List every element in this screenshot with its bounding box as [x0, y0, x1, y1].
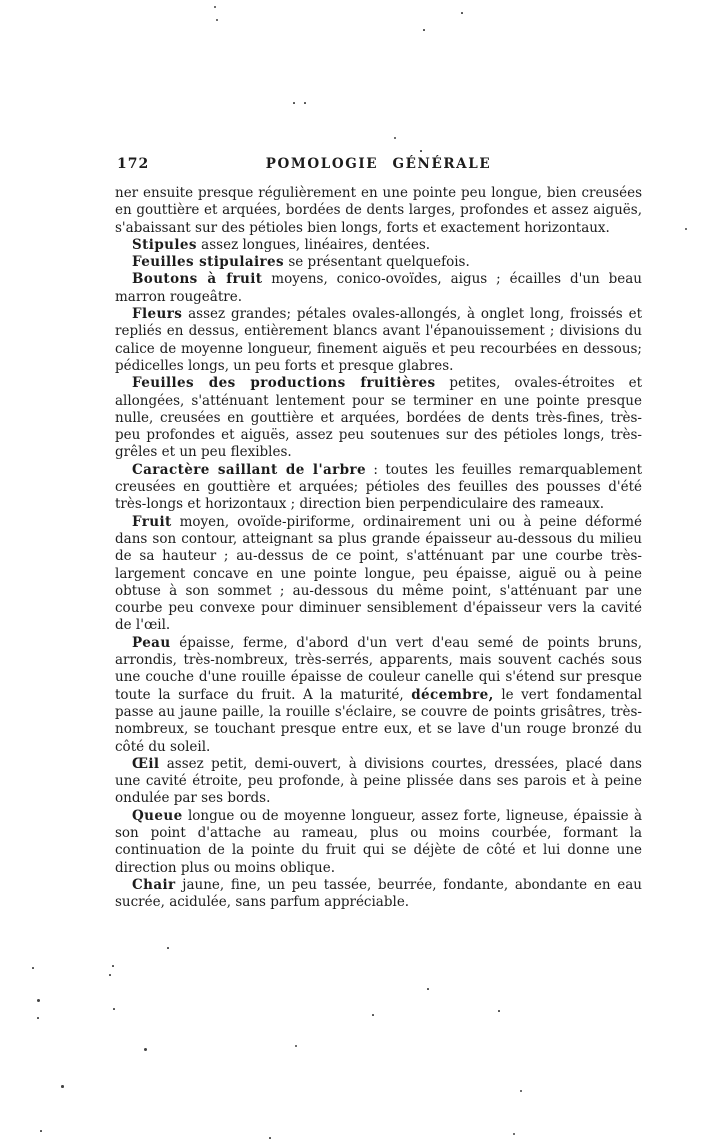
paragraph-lead-word: Feuilles des productions fruitières [132, 375, 436, 392]
scan-speck [61, 1085, 64, 1088]
scan-speck [32, 967, 34, 969]
paragraph-lead-word: décembre, [411, 686, 494, 703]
scan-speck [216, 19, 218, 21]
scan-speck [427, 988, 429, 990]
scan-speck [109, 974, 111, 976]
scan-speck [113, 1008, 115, 1010]
paragraph [115, 462, 642, 514]
paragraph-lead-word: Fleurs [132, 306, 183, 323]
paragraph-text: épaisse, ferme, d'abord d'un vert d'eau semé de points bruns, arrondis, très-nombreux, très-serrés, apparents, mais souvent cachés sous une couche d'une rouille épaisse de couleur canelle qui s'étend sur presque toute la surface du fruit. A la maturité, [115, 634, 642, 703]
paragraph-text: moyen, ovoïde-piriforme, ordinairement uni ou à peine déformé dans son contour, atteignant sa plus grande épaisseur au-dessous du milieu de sa hauteur ; au-dessus de ce point, s'atténuant par une courbe très-largement concave en une pointe longue, peu épaisse, aiguë ou à peine obtuse à son sommet ; au-dessous du même point, s'atténuant par une courbe peu convexe pour diminuer sensiblement d'épaisseur vers la cavité de l'œil. [115, 513, 642, 634]
scan-speck [37, 1017, 39, 1019]
scan-speck [372, 1014, 374, 1016]
paragraph-text: : toutes les feuilles remarquablement creusées en gouttière et arquées; pétioles des feuilles des pousses d'été très-longs et horizontaux ; direction bien perpendiculaire des rameaux. [115, 461, 642, 513]
paragraph-text: le vert fondamental passe au jaune paille, la rouille s'éclaire, se couvre de points grisâtres, très-nombreux, se touchant presque entre eux, et se lave d'un rouge bronzé du côté du soleil. [115, 686, 643, 755]
page-body [115, 185, 642, 911]
scan-speck [144, 1048, 147, 1051]
paragraph-text: assez petit, demi-ouvert, à divisions courtes, dressées, placé dans une cavité étroite, peu profonde, à peine plissée dans ses parois et à peine ondulée par ses bords. [115, 755, 642, 807]
scan-speck [394, 137, 396, 139]
scan-speck [293, 102, 295, 104]
paragraph [115, 185, 642, 237]
paragraph-lead-word: Chair [132, 876, 176, 893]
scan-speck [423, 29, 425, 31]
paragraph [115, 877, 642, 912]
scan-speck [167, 947, 169, 949]
scan-speck [685, 228, 687, 230]
paragraph-lead-word: Caractère saillant de l'arbre [132, 461, 366, 478]
scan-speck [304, 102, 306, 104]
paragraph-lead-word: Queue [132, 807, 183, 824]
paragraph-lead-word: Peau [132, 634, 171, 651]
paragraph-text: longue ou de moyenne longueur, assez forte, ligneuse, épaissie à son point d'attache au rameau, plus ou moins courbée, formant la continuation de la pointe du fruit qui se déjète de côté et lui donne une direction plus ou moins oblique. [115, 807, 642, 876]
scan-speck [214, 6, 216, 8]
scan-speck [269, 1137, 271, 1139]
paragraph [115, 306, 642, 375]
paragraph-text: jaune, fine, un peu tassée, beurrée, fondante, abondante en eau sucrée, acidulée, sans parfum appréciable. [115, 876, 642, 911]
scan-speck [37, 999, 40, 1002]
page-header [115, 156, 642, 176]
paragraph-lead-word: Feuilles stipulaires [132, 254, 285, 271]
running-title: POMOLOGIE GÉNÉRALE [265, 156, 492, 172]
scan-speck [295, 1045, 297, 1047]
scan-speck [40, 1130, 42, 1132]
paragraph-lead-word: Fruit [132, 513, 172, 530]
scan-speck [461, 12, 463, 14]
paragraph-text: petites, ovales-étroites et allongées, s'atténuant lentement pour se terminer en une pointe presque nulle, creusées en gouttière et arquées, bordées de dents très-fines, très-peu profondes et aiguës, assez peu soutenues sur des pétioles longs, très-grêles et un peu flexibles. [115, 375, 642, 461]
scan-speck [513, 1133, 515, 1135]
scan-speck [498, 1010, 500, 1012]
paragraph-lead-word: Boutons à fruit [132, 271, 263, 288]
scan-speck [420, 150, 422, 152]
paragraph [115, 271, 642, 306]
paragraph-lead-word: Œil [132, 755, 160, 772]
paragraph [115, 514, 642, 635]
paragraph [115, 237, 642, 254]
paragraph-text: moyens, conico-ovoïdes, aigus ; écailles d'un beau marron rougeâtre. [115, 271, 643, 305]
paragraph [115, 808, 642, 877]
paragraph [115, 635, 642, 756]
paragraph [115, 254, 642, 271]
scan-speck [520, 1090, 522, 1092]
scan-speck [112, 965, 114, 967]
paragraph-text: assez grandes; pétales ovales-allongés, à onglet long, froissés et repliés en dessus, entièrement blancs avant l'épanouissement ; divisions du calice de moyenne longueur, finement aiguës et peu recourbées en dessous; pédicelles longs, un peu forts et presque glabres. [115, 306, 642, 374]
page-number: 172 [117, 156, 150, 172]
paragraph-text: ner ensuite presque régulièrement en une pointe peu longue, bien creusées en gouttière et arquées, bordées de dents larges, profondes et assez aiguës, s'abaissant sur des pétioles bien longs, forts et exactement horizontaux. [115, 185, 642, 236]
paragraph-text: assez longues, linéaires, dentées. [196, 236, 431, 253]
paragraph-text: se présentant quelquefois. [284, 254, 470, 271]
paragraph [115, 756, 642, 808]
paragraph [115, 375, 642, 461]
paragraph-lead-word: Stipules [132, 236, 197, 253]
